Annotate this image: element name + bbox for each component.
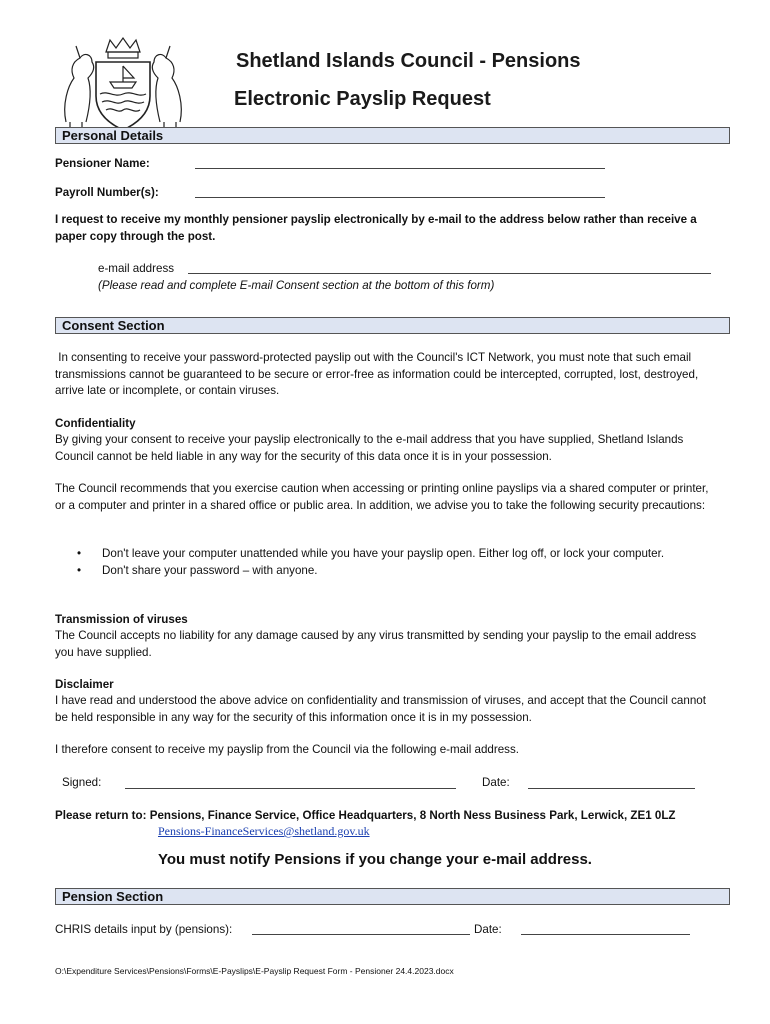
chris-details-label: CHRIS details input by (pensions):	[55, 923, 233, 936]
list-item: • Don't share your password – with anyone.	[55, 563, 705, 580]
form-title: Shetland Islands Council - Pensions	[236, 50, 581, 72]
form-subtitle: Electronic Payslip Request	[234, 88, 491, 110]
email-consent-note: (Please read and complete E-mail Consent section at the bottom of this form)	[98, 279, 495, 292]
return-prefix: Please return to:	[55, 809, 147, 822]
pensioner-name-label: Pensioner Name:	[55, 157, 150, 170]
list-item: • Don't leave your computer unattended while you have your payslip open. Either log off, or lock your computer.	[55, 546, 705, 563]
council-crest-logo	[58, 34, 188, 134]
change-email-notice: You must notify Pensions if you change your e-mail address.	[158, 851, 592, 868]
pensions-email-link[interactable]: Pensions-FinanceServices@shetland.gov.uk	[158, 824, 370, 838]
pension-date-field[interactable]	[521, 934, 690, 935]
confidentiality-heading: Confidentiality	[55, 417, 136, 430]
pension-section-heading: Pension Section	[55, 888, 730, 905]
viruses-text: The Council accepts no liability for any damage caused by any virus transmitted by sending your payslip to the email address you have supplied.	[55, 629, 697, 659]
payroll-number-label: Payroll Number(s):	[55, 186, 159, 199]
return-address	[55, 808, 730, 825]
consent-section-heading: Consent Section	[55, 317, 730, 334]
recommendation-text: The Council recommends that you exercise caution when accessing or printing online payslips via a shared computer or printer, or a computer and printer in a shared office or public area. In addition, we advise you to take the following security precautions:	[55, 482, 709, 512]
security-precautions-list	[55, 546, 705, 579]
return-address-text: Pensions, Finance Service, Office Headquarters, 8 North Ness Business Park, Lerwick, ZE1 0LZ	[146, 809, 676, 822]
pensioner-name-field[interactable]	[195, 168, 605, 169]
email-address-label: e-mail address	[98, 262, 175, 275]
email-address-field[interactable]	[188, 273, 711, 274]
confidentiality-text: By giving your consent to receive your payslip electronically to the e-mail address that you have supplied, Shetland Islands Council cannot be held liable in any way for the security of this data once it is in your possession.	[55, 433, 684, 463]
payroll-number-field[interactable]	[195, 197, 605, 198]
file-path-footer: O:\Expenditure Services\Pensions\Forms\E-Payslips\E-Payslip Request Form - Pensioner 24.4.2023.docx	[55, 966, 454, 976]
viruses-heading: Transmission of viruses	[55, 613, 188, 626]
signed-date-label: Date:	[482, 776, 510, 789]
request-statement: I request to receive my monthly pensioner payslip electronically by e-mail to the address below rather than receive a paper copy through the post.	[55, 213, 697, 243]
personal-details-heading: Personal Details	[55, 127, 730, 144]
consent-statement: I therefore consent to receive my payslip from the Council via the following e-mail address.	[55, 743, 519, 756]
disclaimer-text: I have read and understood the above advice on confidentiality and transmission of viruses, and accept that the Council cannot be held responsible in any way for the security of this information once it is in my possession.	[55, 694, 706, 724]
disclaimer-heading: Disclaimer	[55, 678, 114, 691]
pension-date-label: Date:	[474, 923, 502, 936]
signature-field[interactable]	[125, 788, 456, 789]
signed-date-field[interactable]	[528, 788, 695, 789]
consent-intro: In consenting to receive your password-protected payslip out with the Council's ICT Network, you must note that such email transmissions cannot be guaranteed to be secure or error-free as information could be intercepted, corrupted, lost, destroyed, arrive late or incomplete, or contain viruses.	[55, 351, 702, 397]
signed-label: Signed:	[62, 776, 102, 789]
chris-details-field[interactable]	[252, 934, 470, 935]
